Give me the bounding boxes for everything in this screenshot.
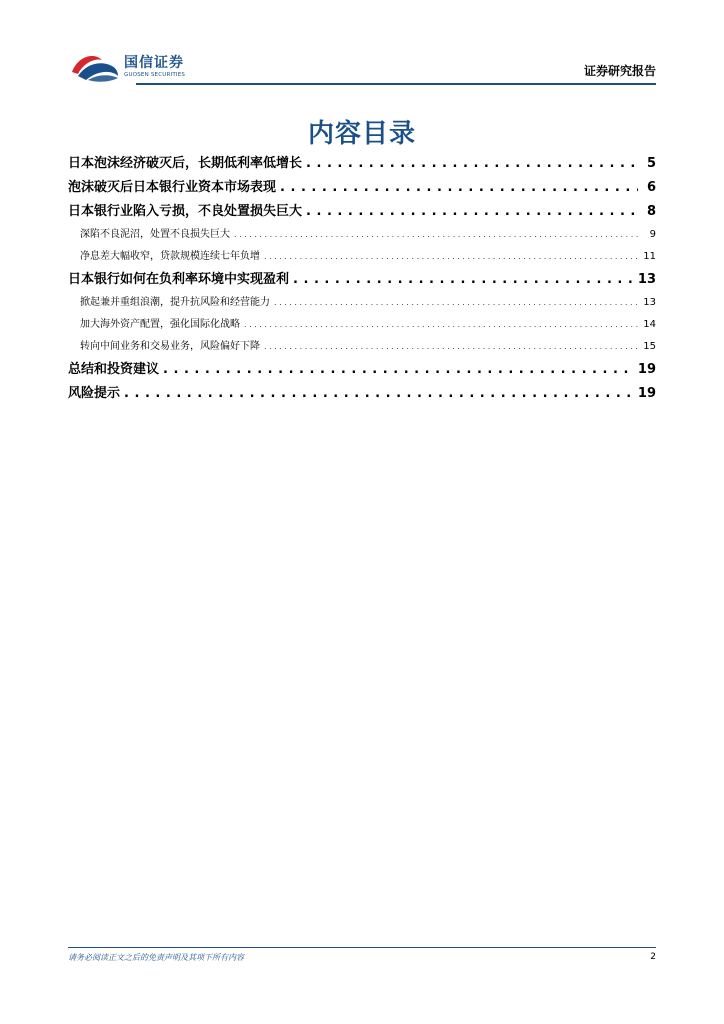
toc-entry-level1[interactable]: [68, 152, 656, 176]
toc-leader-dots: [306, 152, 638, 176]
toc-entry-page: 11: [643, 251, 656, 262]
toc-entry-page: 5: [646, 156, 656, 171]
toc-leader-dots: [244, 314, 638, 336]
toc-entry-page: 19: [637, 386, 656, 401]
toc-title: 内容目录: [307, 119, 416, 149]
toc-entry-title: 净息差大幅收窄，贷款规模连续七年负增: [80, 251, 260, 262]
header-divider: [136, 83, 656, 85]
toc-entry-title: 日本银行如何在负利率环境中实现盈利: [68, 272, 290, 287]
toc-entry-page: 14: [643, 319, 656, 330]
toc-entry-title: 转向中间业务和交易业务，风险偏好下降: [80, 341, 260, 352]
toc-entry-title: 加大海外资产配置，强化国际化战略: [80, 319, 240, 330]
toc-entry-level1[interactable]: [68, 268, 656, 292]
toc-entry-page: 13: [637, 272, 656, 287]
toc-leader-dots: [264, 246, 638, 268]
toc-entry-title: 总结和投资建议: [68, 362, 160, 377]
toc-entry-title: 深陷不良泥沼，处置不良损失巨大: [80, 229, 230, 240]
toc-entry-title: 日本银行业陷入亏损，不良处置损失巨大: [68, 204, 303, 219]
page-number: 2: [650, 952, 656, 962]
toc-entry-page: 9: [649, 229, 656, 240]
toc-entry-page: 13: [643, 297, 656, 308]
logo-english-name: GUOSEN SECURITIES: [124, 72, 186, 78]
toc-leader-dots: [163, 358, 634, 382]
toc-entry-level2[interactable]: [68, 314, 656, 336]
toc-leader-dots: [306, 200, 638, 224]
toc-leader-dots: [234, 224, 638, 246]
toc-entry-title: 风险提示: [68, 386, 121, 401]
toc-entry-title: 泡沫破灭后日本银行业资本市场表现: [68, 180, 277, 195]
toc-entry-page: 6: [646, 180, 656, 195]
toc-leader-dots: [293, 268, 634, 292]
toc-entry-page: 8: [646, 204, 656, 219]
toc-leader-dots: [274, 292, 638, 314]
toc-entry-page: 19: [637, 362, 656, 377]
toc-entry-page: 15: [643, 341, 656, 352]
toc-entry-title: 掀起兼并重组浪潮，提升抗风险和经营能力: [80, 297, 270, 308]
table-of-contents: [68, 152, 656, 406]
footer-disclaimer: 请务必阅读正文之后的免责声明及其项下所有内容: [68, 953, 244, 962]
toc-entry-level2[interactable]: [68, 246, 656, 268]
logo-chinese-name: 国信证券: [124, 55, 184, 71]
footer-divider: [68, 947, 656, 948]
toc-leader-dots: [264, 336, 638, 358]
report-type-label: 证券研究报告: [583, 64, 656, 78]
toc-entry-level1[interactable]: [68, 176, 656, 200]
toc-entry-level1[interactable]: [68, 200, 656, 224]
toc-entry-level2[interactable]: [68, 336, 656, 358]
page-header: [68, 50, 656, 84]
toc-entry-level1[interactable]: [68, 358, 656, 382]
toc-leader-dots: [280, 176, 638, 200]
toc-entry-title: 日本泡沫经济破灭后，长期低利率低增长: [68, 156, 303, 171]
toc-entry-level2[interactable]: [68, 224, 656, 246]
toc-entry-level1[interactable]: [68, 382, 656, 406]
toc-leader-dots: [124, 382, 634, 406]
company-logo: [68, 50, 185, 84]
toc-entry-level2[interactable]: [68, 292, 656, 314]
guosen-logo-icon: [68, 50, 122, 84]
